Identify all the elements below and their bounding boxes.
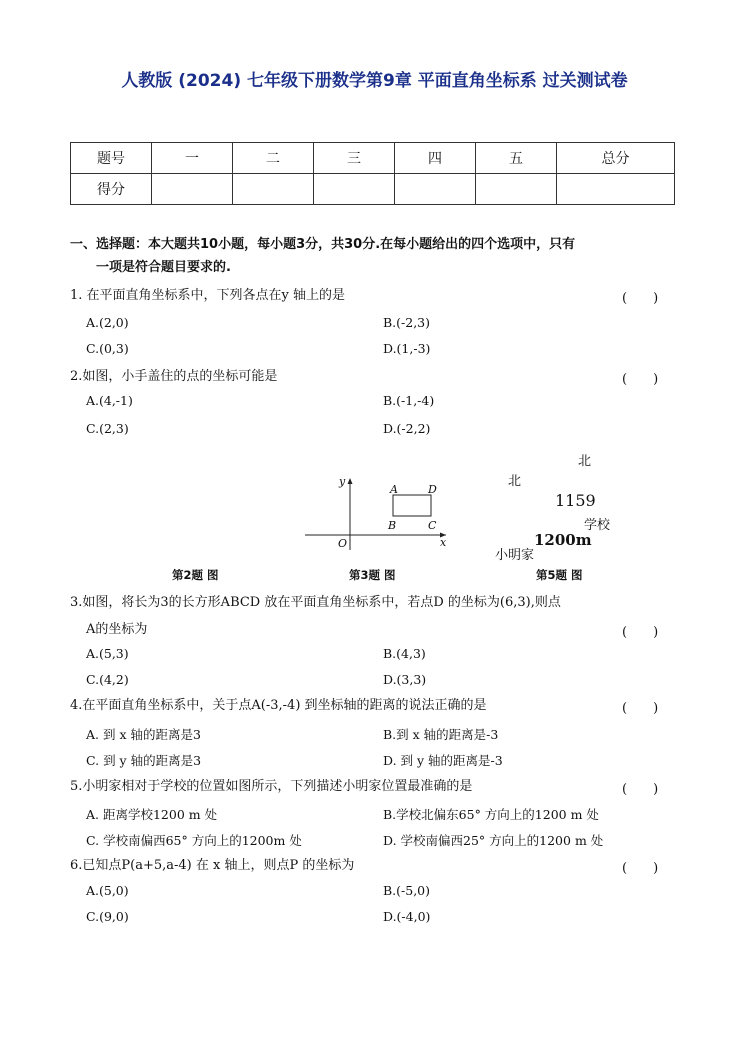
question-3-option-c: C.(4,2) xyxy=(86,672,129,687)
answer-paren: ( ) xyxy=(622,625,659,640)
question-5-option-c: C. 学校南偏西65° 方向上的1200m 处 xyxy=(86,833,302,848)
question-5-stem: 5.小明家相对于学校的位置如图所示，下列描述小明家位置最准确的是 xyxy=(70,779,473,794)
answer-paren: ( ) xyxy=(622,291,659,306)
question-2-option-c: C.(2,3) xyxy=(86,421,129,436)
fig5-angle-label: 1159 xyxy=(555,491,596,510)
figure-2-caption: 第2题 图 xyxy=(172,568,219,582)
score-table-row xyxy=(71,174,675,205)
question-3-option-a: A.(5,3) xyxy=(86,646,129,661)
score-header-cell: 三 xyxy=(314,143,395,174)
score-row-label: 得分 xyxy=(71,174,152,205)
question-6-option-d: D.(-4,0) xyxy=(383,909,431,924)
fig5-north-label: 北 xyxy=(508,474,522,489)
question-1-option-b: B.(-2,3) xyxy=(383,315,431,330)
question-1-option-a: A.(2,0) xyxy=(86,315,129,330)
figure-5-caption: 第5题 图 xyxy=(536,568,583,582)
fig3-point-c: C xyxy=(428,519,437,532)
answer-paren: ( ) xyxy=(622,782,659,797)
fig3-point-b: B xyxy=(388,519,397,532)
fig5-north-label: 北 xyxy=(578,454,592,469)
fig3-point-d: D xyxy=(428,483,437,496)
question-2-option-a: A.(4,-1) xyxy=(86,393,133,408)
score-cell[interactable] xyxy=(152,174,233,205)
question-2-stem: 2.如图，小手盖住的点的坐标可能是 xyxy=(70,369,278,384)
fig3-y-label: y xyxy=(339,475,346,488)
question-1-option-d: D.(1,-3) xyxy=(383,341,431,356)
question-5-option-b: B.学校北偏东65° 方向上的1200 m 处 xyxy=(383,807,599,822)
figure-3-caption: 第3题 图 xyxy=(349,568,396,582)
answer-paren: ( ) xyxy=(622,861,659,876)
question-4-option-c: C. 到 y 轴的距离是3 xyxy=(86,753,202,768)
question-3-stem: 3.如图，将长为3的长方形ABCD 放在平面直角坐标系中，若点D 的坐标为(6,3),则点 xyxy=(70,595,561,610)
question-4-stem: 4.在平面直角坐标系中，关于点A(-3,-4) 到坐标轴的距离的说法正确的是 xyxy=(70,698,487,713)
answer-paren: ( ) xyxy=(622,372,659,387)
score-header-cell: 二 xyxy=(233,143,314,174)
score-header-cell: 一 xyxy=(152,143,233,174)
question-5-option-d: D. 学校南偏西25° 方向上的1200 m 处 xyxy=(383,833,604,848)
question-4-option-d: D. 到 y 轴的距离是-3 xyxy=(383,753,503,768)
question-1-option-c: C.(0,3) xyxy=(86,341,129,356)
score-header-cell: 四 xyxy=(395,143,476,174)
fig5-school-label: 学校 xyxy=(584,518,611,533)
score-table xyxy=(70,142,675,205)
score-table-header-row xyxy=(71,143,675,174)
rectangle-abcd xyxy=(393,495,431,516)
question-3-option-b: B.(4,3) xyxy=(383,646,426,661)
question-6-option-a: A.(5,0) xyxy=(86,883,129,898)
score-cell[interactable] xyxy=(314,174,395,205)
score-header-cell: 题号 xyxy=(71,143,152,174)
score-cell[interactable] xyxy=(233,174,314,205)
question-2-option-b: B.(-1,-4) xyxy=(383,393,435,408)
score-header-cell: 总分 xyxy=(557,143,675,174)
fig3-x-label: x xyxy=(440,536,447,549)
question-3-stem-cont: A的坐标为 xyxy=(86,622,148,637)
y-axis-arrow xyxy=(348,478,353,484)
fig5-home-label: 小明家 xyxy=(495,548,535,563)
section1-heading-cont: 一项是符合题目要求的. xyxy=(96,260,231,275)
question-6-option-c: C.(9,0) xyxy=(86,909,129,924)
question-3-option-d: D.(3,3) xyxy=(383,672,427,687)
score-header-cell: 五 xyxy=(476,143,557,174)
section1-heading: 一、选择题：本大题共10小题，每小题3分，共30分.在每小题给出的四个选项中，只有 xyxy=(70,237,576,252)
question-2-option-d: D.(-2,2) xyxy=(383,421,431,436)
question-1-stem: 1. 在平面直角坐标系中，下列各点在y 轴上的是 xyxy=(70,288,346,303)
fig3-point-a: A xyxy=(390,483,398,496)
question-6-option-b: B.(-5,0) xyxy=(383,883,431,898)
question-4-option-a: A. 到 x 轴的距离是3 xyxy=(86,727,201,742)
score-cell[interactable] xyxy=(476,174,557,205)
fig3-origin-label: O xyxy=(338,537,348,550)
fig5-distance-label: 1200m xyxy=(534,531,592,549)
page-title: 人教版 (2024) 七年级下册数学第9章 平面直角坐标系 过关测试卷 xyxy=(121,71,628,91)
question-4-option-b: B.到 x 轴的距离是-3 xyxy=(383,727,499,742)
score-cell[interactable] xyxy=(557,174,675,205)
answer-paren: ( ) xyxy=(622,701,659,716)
question-5-option-a: A. 距离学校1200 m 处 xyxy=(86,807,218,822)
question-6-stem: 6.已知点P(a+5,a-4) 在 x 轴上，则点P 的坐标为 xyxy=(70,858,355,873)
score-cell[interactable] xyxy=(395,174,476,205)
